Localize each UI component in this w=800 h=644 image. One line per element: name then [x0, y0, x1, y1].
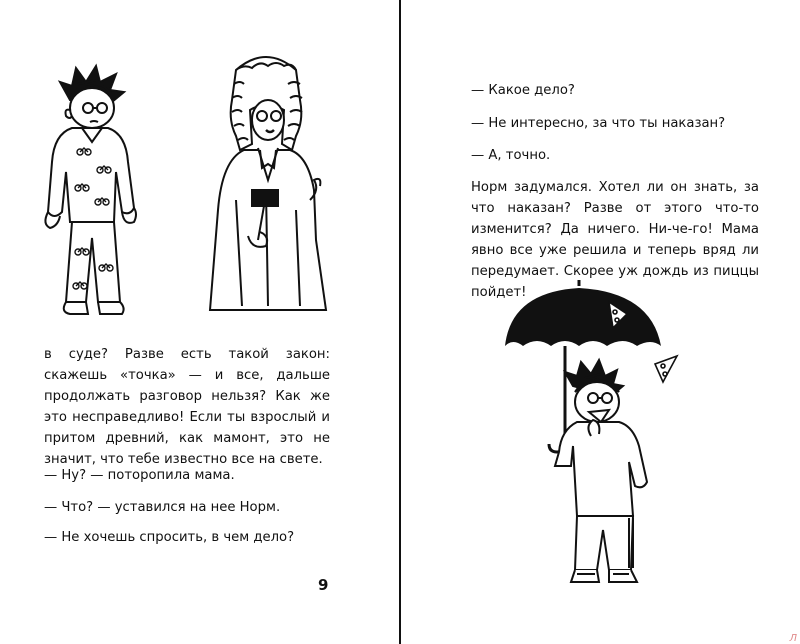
left-page	[0, 0, 399, 644]
paragraph: в суде? Разве есть такой закон: скажешь «точка» — и все, дальше продолжать разговор нельзя? Как же это несправедливо! Если ты взрослый и притом древний, как мамонт, это не значит, что тебе известно все на свете.	[44, 347, 330, 467]
paragraph: — Не интересно, за что ты наказан?	[471, 116, 726, 131]
paragraph: — Не хочешь спросить, в чем дело?	[44, 530, 295, 545]
page-number: 9	[318, 576, 329, 594]
paragraph: — Что? — уставился на нее Норм.	[44, 500, 281, 515]
paragraph: Норм задумался. Хотел ли он знать, за что наказан? Разве от этого что-то изменится? Да ничего. Ни-че-го! Мама явно все уже решила и теперь вряд ли передумает. Скорее уж дождь из пиццы пойдет!	[471, 180, 759, 300]
paragraph: — А, точно.	[471, 148, 551, 163]
paragraph: — Ну? — поторопила мама.	[44, 468, 235, 483]
corner-mark: Л	[789, 633, 797, 644]
judge-with-gavel-illustration	[196, 40, 336, 325]
boy-with-umbrella-illustration	[501, 286, 701, 590]
paragraph: — Какое дело?	[471, 83, 575, 98]
boy-in-pajamas-illustration	[30, 62, 145, 322]
right-page	[401, 0, 800, 644]
